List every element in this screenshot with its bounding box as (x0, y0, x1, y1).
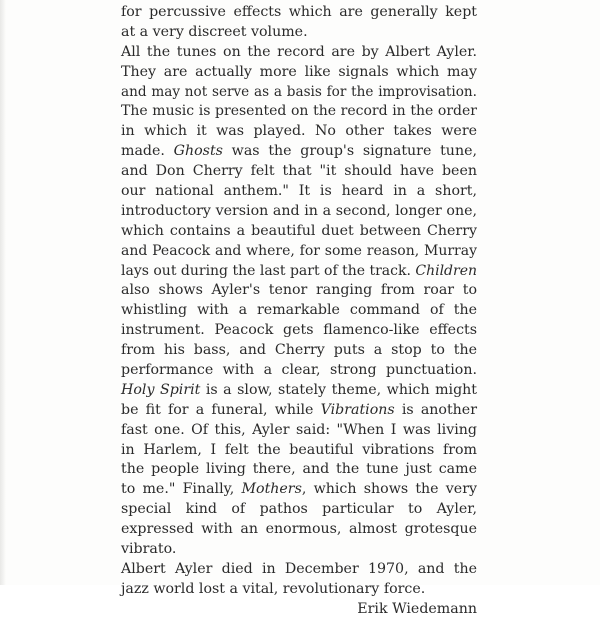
text-line: and Peacock and where, for some reason, Murray (121, 242, 477, 259)
text-line: They are actually more like signals which may (121, 63, 477, 80)
work-title: Holy Spirit (121, 381, 201, 398)
text-line: All the tunes on the record are by Albert Ayler. (121, 43, 477, 60)
work-title: Ghosts (173, 143, 223, 160)
work-title: Vibrations (320, 401, 395, 418)
text-line: expressed with an enormous, almost grotesque (121, 521, 477, 538)
text-line: Albert Ayler died in December 1970, and the (121, 560, 477, 577)
text-line: and Don Cherry felt that "it should have been (121, 163, 477, 180)
text-line: and may not serve as a basis for the improvisation. (121, 83, 477, 100)
text-line: in Harlem, I felt the beautiful vibrations from (121, 441, 477, 458)
work-title: Children (415, 262, 477, 279)
text-line: also shows Ayler's tenor ranging from roar to (121, 282, 477, 299)
text-line: in which it was played. No other takes were (121, 123, 477, 140)
text-line: special kind of pathos particular to Ayler, (121, 501, 477, 518)
text-line: Holy Spirit is a slow, stately theme, which might (121, 381, 478, 398)
text-line: made. Ghosts was the group's signature tune, (121, 143, 477, 160)
text-line: from his bass, and Cherry puts a stop to the (121, 342, 477, 359)
text-line: for percussive effects which are generally kept (121, 4, 477, 20)
author-signature: Erik Wiedemann (357, 600, 477, 617)
text-line: at a very discreet volume. (121, 23, 308, 40)
text-line: lays out during the last part of the track. Children (121, 262, 477, 279)
work-title: Mothers (241, 481, 302, 498)
text-line: vibrato. (121, 541, 177, 558)
text-line: The music is presented on the record in the order (121, 103, 477, 120)
text-line: performance with a clear, strong punctuation. (121, 362, 477, 379)
text-line: introductory version and in a second, longer one, (121, 202, 477, 219)
text-line: whistling with a remarkable command of the (121, 302, 477, 319)
page-edge-shadow (0, 0, 6, 585)
text-line: be fit for a funeral, while Vibrations is another (121, 401, 477, 418)
text-line: fast one. Of this, Ayler said: "When I was living (121, 421, 477, 438)
liner-notes-text (121, 3, 477, 620)
text-line: which contains a beautiful duet between Cherry (121, 222, 477, 239)
text-line: to me." Finally, Mothers, which shows the very (121, 481, 478, 498)
text-line: our national anthem." It is heard in a short, (121, 183, 477, 200)
text-line: jazz world lost a vital, revolutionary force. (121, 580, 426, 597)
text-line: instrument. Peacock gets flamenco-like effects (121, 322, 477, 339)
text-line: the people living there, and the tune just came (121, 461, 477, 478)
